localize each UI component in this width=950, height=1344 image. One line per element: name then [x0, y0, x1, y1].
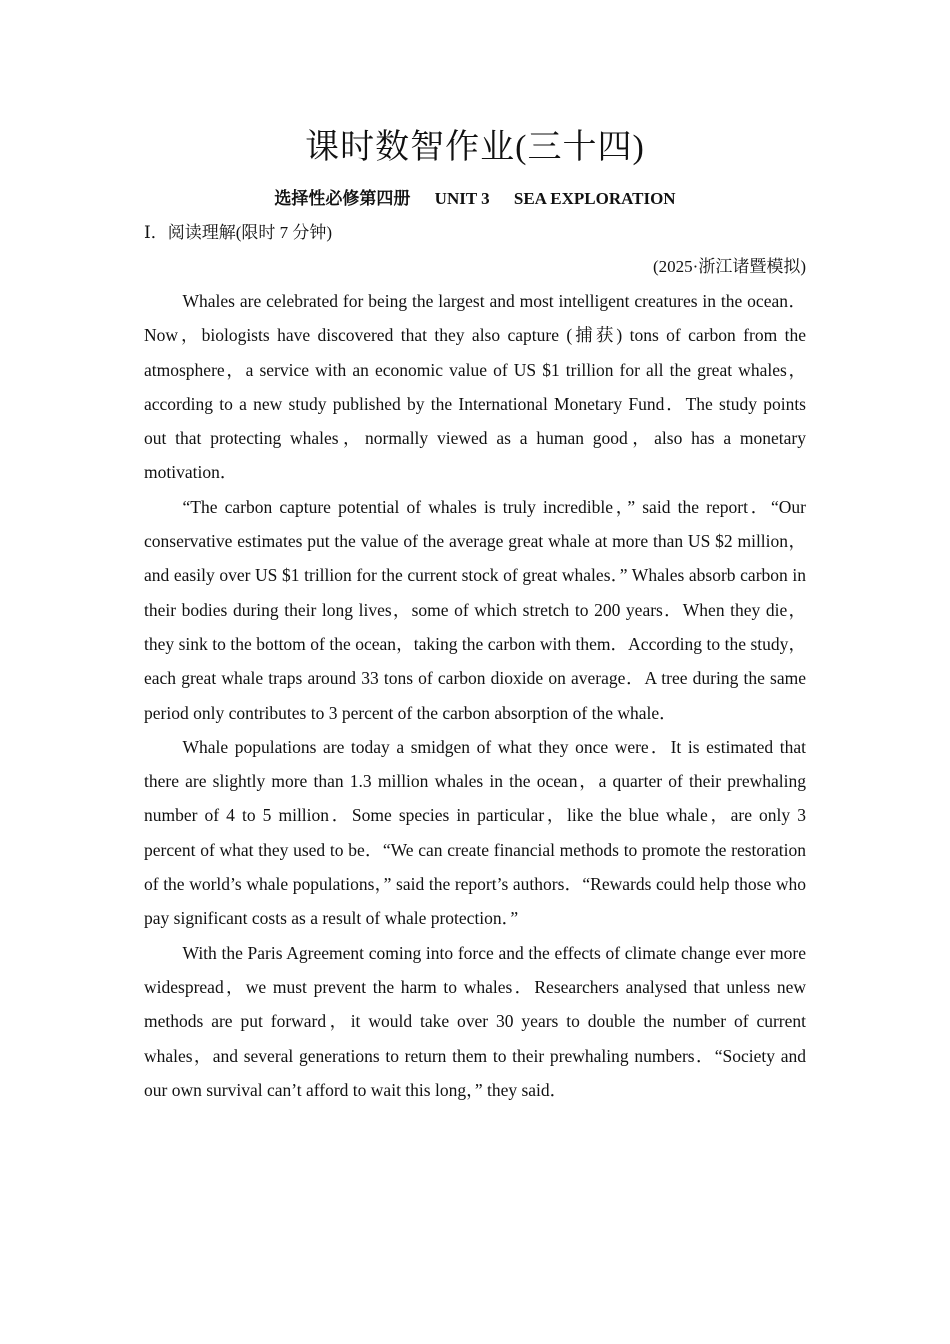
reading-passage: [144, 284, 806, 1107]
unit-subtitle: [144, 182, 806, 216]
unit-number: UNIT 3: [434, 189, 490, 208]
passage-paragraph-2: “The carbon capture potential of whales is truly incredible，” said the report．“Our conservative estimates put the value of the average great whale at more than US $2 million，and easily over US $1 trillion for the current stock of great whales．” Whales absorb carbon in their bodies during their long lives，some of which stretch to 200 years．When they die，they sink to the bottom of the ocean，taking the carbon with them．According to the study，each great whale traps around 33 tons of carbon dioxide on average．A tree during the same period only contributes to 3 percent of the carbon absorption of the whale．: [144, 496, 806, 723]
section-heading: Ⅰ．阅读理解(限时 7 分钟): [144, 223, 333, 242]
unit-topic: SEA EXPLORATION: [513, 189, 676, 208]
source-note: (2025·浙江诸暨模拟): [653, 257, 806, 276]
passage-paragraph-1: Whales are celebrated for being the largest and most intelligent creatures in the ocean．Now，biologists have discovered that they also capture (捕获) tons of carbon from the atmosphere，a service with an economic value of US $1 trillion for all the great whales，according to a new study published by the International Monetary Fund．The study points out that protecting whales，normally viewed as a human good，also has a monetary motivation．: [144, 291, 806, 483]
book-name: 选择性必修第四册: [274, 189, 411, 208]
passage-paragraph-3: Whale populations are today a smidgen of what they once were．It is estimated that there are slightly more than 1.3 million whales in the ocean，a quarter of their prewhaling number of 4 to 5 million．Some species in particular，like the blue whale，are only 3 percent of what they used to be．“We can create financial methods to promote the restoration of the world’s whale populations，” said the report’s authors．“Rewards could help those who pay significant costs as a result of whale protection．”: [144, 736, 806, 929]
passage-paragraph-4: With the Paris Agreement coming into force and the effects of climate change ever more widespread，we must prevent the harm to whales．Researchers analysed that unless new methods are put forward，it would take over 30 years to double the number of current whales，and several generations to return them to their prewhaling numbers．“Society and our own survival can’t afford to wait this long，” they said．: [144, 942, 806, 1100]
document-page: [144, 120, 806, 1107]
page-title: 课时数智作业(三十四): [305, 129, 645, 166]
